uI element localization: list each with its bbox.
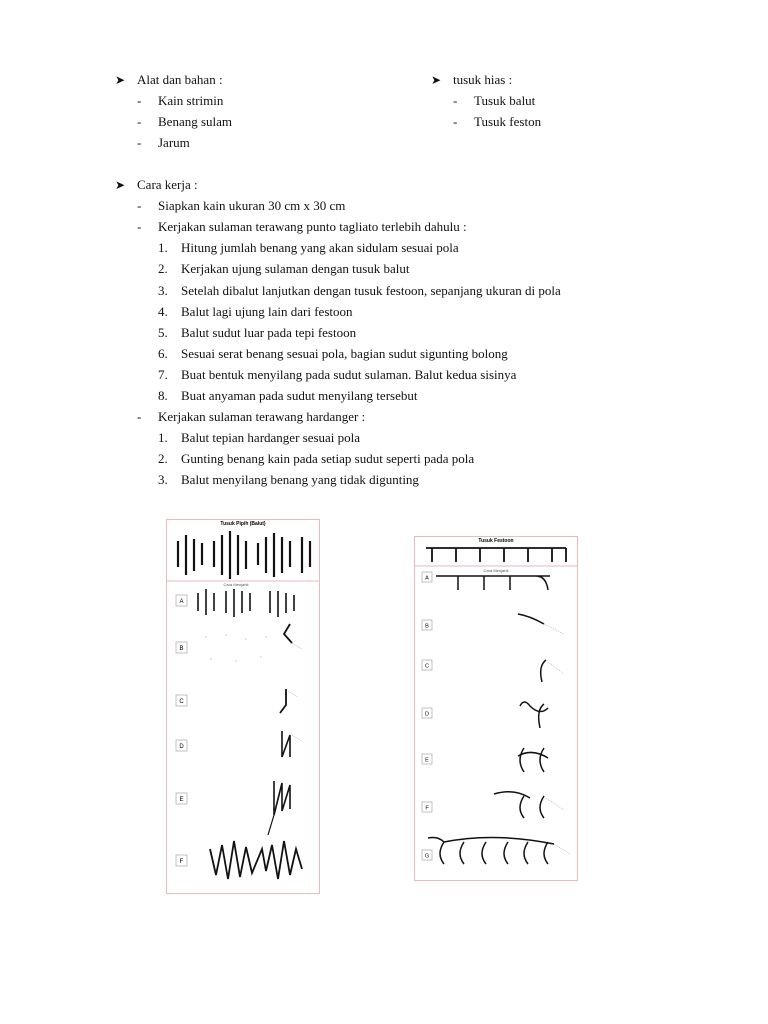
procedure-step: Kerjakan sulaman terawang hardanger : [158,409,366,424]
bullet-arrow-icon: ➤ [115,178,126,192]
step-number: 7. [158,367,168,382]
sub-step: Buat bentuk menyilang pada sudut sulaman. Balut kedua sisinya [181,367,517,382]
step-label: C [425,663,429,670]
dash: - [137,93,142,108]
step-number: 1. [158,240,168,255]
sub-step: Balut sudut luar pada tepi festoon [181,325,357,340]
step-label: D [179,744,184,750]
sub-step: Balut menyilang benang yang tidak digunting [181,472,419,487]
step-label: B [179,646,184,652]
sub-step: Hitung jumlah benang yang akan sidulam sesuai pola [181,240,459,255]
step-label: A [179,599,184,605]
blanket-stitch-illustration [414,536,578,881]
step-number: 8. [158,388,168,403]
materials-heading: Alat dan bahan : [137,72,223,87]
sub-step: Sesuai serat benang sesuai pola, bagian sudut sigunting bolong [181,346,508,361]
step-number: 6. [158,346,168,361]
dash: - [453,93,458,108]
step-label: G [424,853,430,860]
bullet-arrow-icon: ➤ [115,73,126,87]
step-label: D [425,711,429,718]
bullet-arrow-icon: ➤ [431,73,442,87]
dash: - [137,198,142,213]
dash: - [137,409,142,424]
step-label: A [425,575,429,582]
stitch-item: Tusuk feston [474,114,542,129]
step-number: 4. [158,304,168,319]
material-item: Benang sulam [158,114,233,129]
step-label: E [179,797,184,803]
sub-step: Buat anyaman pada sudut menyilang tersebut [181,388,418,403]
material-item: Kain strimin [158,93,224,108]
sub-step: Gunting benang kain pada setiap sudut seperti pada pola [181,451,475,466]
stitches-heading: tusuk hias : [453,72,513,87]
step-number: 3. [158,472,168,487]
step-number: 3. [158,283,168,298]
figure-subtitle: Cara Menjahit [483,568,509,573]
material-item: Jarum [158,135,190,150]
dash: - [137,114,142,129]
step-number: 5. [158,325,168,340]
stitch-item: Tusuk balut [474,93,536,108]
figure-title: Tusuk Festoon [478,538,514,544]
step-label: E [425,757,429,764]
step-number: 2. [158,261,168,276]
step-label: C [179,699,184,705]
dash: - [137,135,142,150]
sub-step: Balut tepian hardanger sesuai pola [181,430,361,445]
procedure-step: Kerjakan sulaman terawang punto tagliato terlebih dahulu : [158,219,467,234]
figure-subtitle: Cara Menjahit [223,582,249,587]
dash: - [453,114,458,129]
step-number: 1. [158,430,168,445]
figure-title: Tusuk Pipih (Balut) [220,521,266,527]
sub-step: Balut lagi ujung lain dari festoon [181,304,353,319]
sub-step: Setelah dibalut lanjutkan dengan tusuk festoon, sepanjang ukuran di pola [181,283,561,298]
sub-step: Kerjakan ujung sulaman dengan tusuk balut [181,261,410,276]
dash: - [137,219,142,234]
step-number: 2. [158,451,168,466]
procedure-heading: Cara kerja : [137,177,198,192]
figure-satin-stitch [166,519,320,894]
satin-stitch-illustration [166,519,320,894]
figure-blanket-stitch [414,536,578,881]
step-label: B [425,623,429,630]
step-label: F [179,859,184,865]
step-label: F [425,805,429,812]
procedure-step: Siapkan kain ukuran 30 cm x 30 cm [158,198,346,213]
